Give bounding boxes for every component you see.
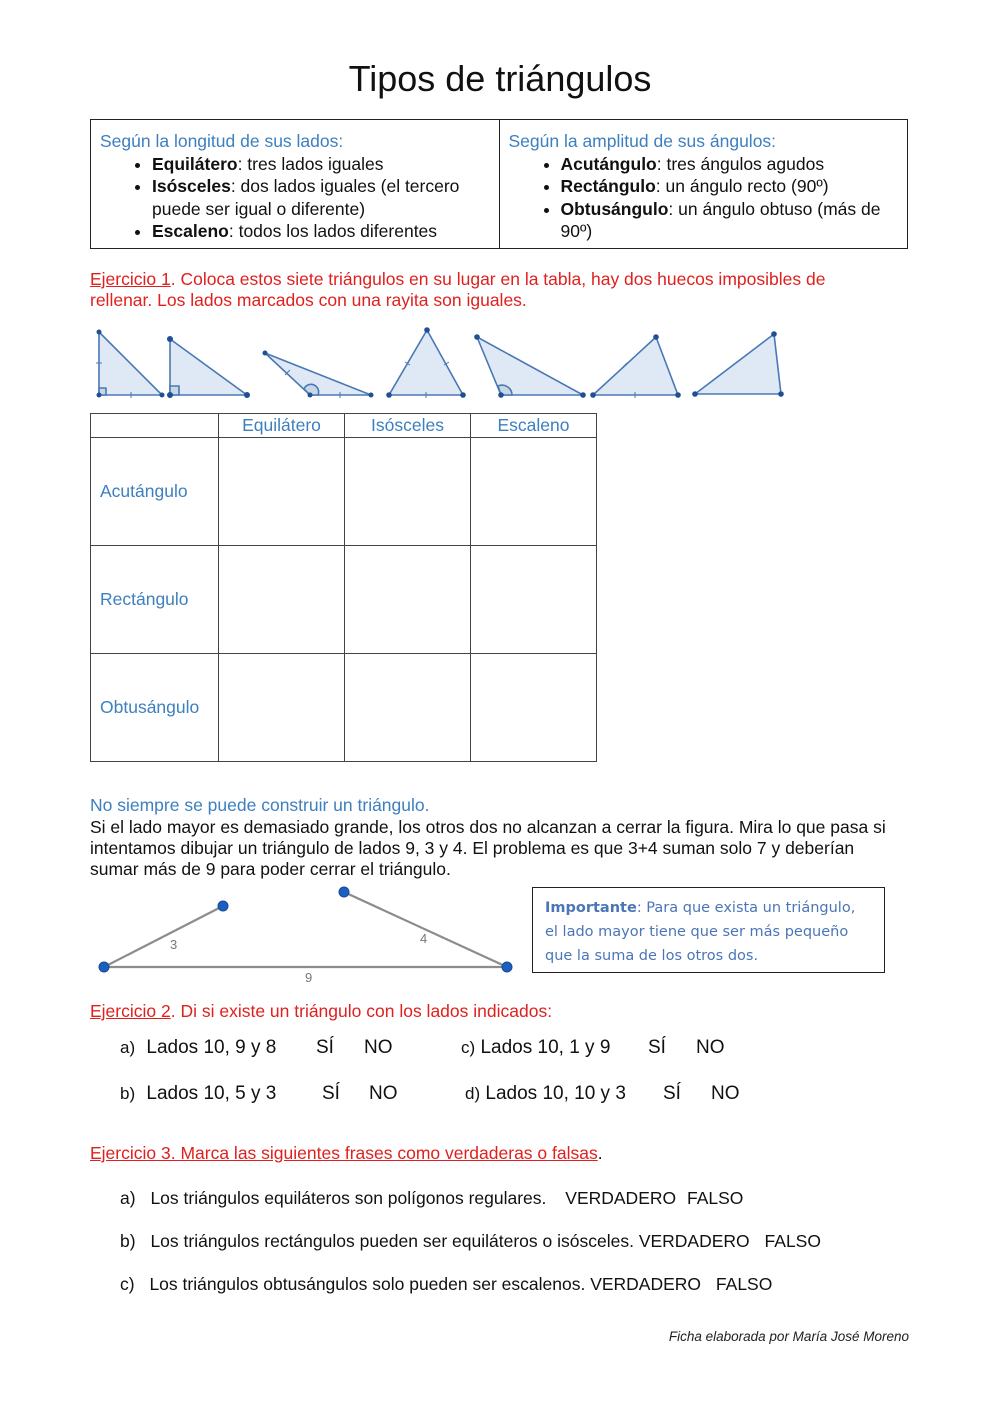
question-letter: b)	[120, 1084, 136, 1103]
important-text: : Para que exista un triángulo, el lado mayor tiene que ser más pequeño que la suma de los otros dos.	[545, 900, 856, 964]
answer-true-c[interactable]: VERDADERO	[590, 1274, 702, 1294]
question-letter: a)	[120, 1038, 136, 1057]
list-item	[561, 175, 899, 198]
answer-false-a[interactable]: FALSO	[687, 1188, 744, 1208]
obtuse-isosceles-triangle[interactable]	[263, 351, 374, 399]
angles-heading: Según la amplitud de sus ángulos:	[508, 131, 777, 151]
right-scalene-triangle[interactable]	[167, 336, 250, 398]
angles-list	[509, 153, 899, 243]
obtuse-scalene-triangle[interactable]	[474, 334, 586, 398]
term: Acutángulo	[560, 153, 657, 174]
drop-cell[interactable]	[471, 438, 597, 546]
table-row	[91, 546, 597, 654]
question-letter: d)	[465, 1084, 481, 1103]
row-header-obtusangulo: Obtusángulo	[91, 654, 219, 762]
exercise1-label: Ejercicio 1	[90, 269, 171, 289]
table-header-row	[91, 414, 597, 438]
list-item	[561, 153, 899, 176]
question-text: Lados 10, 9 y 8	[146, 1037, 277, 1058]
drop-cell[interactable]	[219, 654, 345, 762]
exercise3-period: .	[597, 1143, 603, 1163]
exercise2-label: Ejercicio 2	[90, 1001, 171, 1021]
drop-cell[interactable]	[219, 546, 345, 654]
side-label-9: 9	[305, 970, 313, 985]
side-label-3: 3	[170, 937, 178, 952]
statement-text: Los triángulos rectángulos pueden ser equiláteros o isósceles.	[150, 1231, 634, 1251]
term: Obtusángulo	[560, 198, 669, 219]
classification-box	[90, 119, 908, 249]
side-label-4: 4	[420, 931, 428, 946]
answer-yes-d[interactable]: SÍ	[663, 1083, 681, 1104]
exercise2-instructions	[90, 1001, 552, 1022]
statement-text: Los triángulos obtusángulos solo pueden ser escalenos.	[149, 1274, 586, 1294]
drop-cell[interactable]	[471, 546, 597, 654]
definition: : dos lados iguales (el tercero puede ser igual o diferente)	[152, 176, 460, 219]
list-item	[152, 153, 490, 176]
important-label: Importante	[545, 900, 637, 916]
answer-no-d[interactable]: NO	[711, 1083, 740, 1104]
question-b	[120, 1083, 276, 1105]
drop-cell[interactable]	[471, 654, 597, 762]
drop-cell[interactable]	[345, 438, 471, 546]
sides-list	[100, 153, 490, 243]
triangles-strip	[0, 320, 1000, 405]
impossible-triangle-diagram	[0, 880, 530, 990]
term: Isósceles	[152, 176, 231, 196]
exercise2-text: . Di si existe un triángulo con los lados indicados:	[170, 1001, 553, 1021]
definition: : un ángulo obtuso (más de 90º)	[560, 198, 881, 241]
page-title: Tipos de triángulos	[348, 58, 652, 99]
construction-explanation: Si el lado mayor es demasiado grande, los otros dos no alcanzan a cerrar la figura. Mira lo que pasa si intentamos dibujar un triángulo de lados 9, 3 y 4. El problema es que 3+4 suman solo 7 y deberían sumar más de 9 para poder cerrar el triángulo.	[90, 817, 886, 879]
definition: : tres ángulos agudos	[656, 153, 825, 174]
statement-letter: a)	[120, 1188, 136, 1208]
term: Rectángulo	[560, 176, 656, 196]
drop-cell[interactable]	[345, 654, 471, 762]
definition: : tres lados iguales	[237, 153, 384, 174]
statement-text: Los triángulos equiláteros son polígonos regulares.	[150, 1188, 547, 1208]
answer-yes-c[interactable]: SÍ	[648, 1037, 666, 1058]
statement-c	[120, 1274, 772, 1295]
drop-cell[interactable]	[345, 546, 471, 654]
acute-scalene-triangle[interactable]	[692, 331, 784, 397]
exercise1-text: . Coloca estos siete triángulos en su lugar en la tabla, hay dos huecos imposibles de rellenar. Los lados marcados con una rayita son iguales.	[90, 269, 826, 310]
statement-letter: b)	[120, 1231, 136, 1251]
question-text: Lados 10, 10 y 3	[485, 1083, 626, 1104]
list-item	[152, 220, 490, 243]
row-header-rectangulo: Rectángulo	[91, 546, 219, 654]
question-letter: c)	[461, 1038, 476, 1057]
statement-a	[120, 1188, 743, 1209]
right-isosceles-triangle[interactable]	[96, 330, 165, 399]
answer-no-a[interactable]: NO	[364, 1037, 393, 1058]
table-row	[91, 438, 597, 546]
equilateral-triangle[interactable]	[386, 327, 466, 398]
answer-yes-a[interactable]: SÍ	[316, 1037, 334, 1058]
answer-true-b[interactable]: VERDADERO	[638, 1231, 750, 1251]
statement-b	[120, 1231, 821, 1252]
answer-yes-b[interactable]: SÍ	[322, 1083, 340, 1104]
answer-no-c[interactable]: NO	[696, 1037, 725, 1058]
acute-isosceles-triangle[interactable]	[590, 334, 681, 398]
question-text: Lados 10, 5 y 3	[146, 1083, 277, 1104]
question-d	[465, 1083, 626, 1105]
table-row	[91, 654, 597, 762]
term: Escaleno	[152, 221, 229, 241]
question-a	[120, 1037, 276, 1059]
answer-false-c[interactable]: FALSO	[715, 1274, 773, 1294]
definition: : un ángulo recto (90º)	[655, 176, 829, 196]
exercise3-instructions	[90, 1143, 603, 1164]
question-text: Lados 10, 1 y 9	[480, 1037, 611, 1058]
important-note	[532, 887, 885, 973]
column-header-escaleno: Escaleno	[471, 414, 597, 438]
drop-cell[interactable]	[219, 438, 345, 546]
answer-true-a[interactable]: VERDADERO	[565, 1188, 677, 1208]
column-header-isosceles: Isósceles	[345, 414, 471, 438]
sides-classification	[91, 120, 499, 248]
column-header-equilatero: Equilátero	[219, 414, 345, 438]
statement-letter: c)	[120, 1274, 135, 1294]
row-header-acutangulo: Acutángulo	[91, 438, 219, 546]
exercise1-instructions	[90, 269, 890, 311]
exercise3-label: Ejercicio 3. Marca las siguientes frases como verdaderas o falsas	[90, 1143, 598, 1163]
corner-cell	[91, 414, 219, 438]
classification-table	[90, 413, 597, 762]
term: Equilátero	[152, 153, 238, 174]
answer-false-b[interactable]: FALSO	[764, 1231, 821, 1251]
sides-heading: Según la longitud de sus lados:	[100, 131, 344, 151]
angles-classification	[499, 120, 908, 248]
list-item	[152, 175, 490, 220]
answer-no-b[interactable]: NO	[369, 1083, 398, 1104]
author-credit: Ficha elaborada por María José Moreno	[668, 1329, 909, 1344]
definition: : todos los lados diferentes	[228, 221, 438, 241]
construction-heading: No siempre se puede construir un triángulo.	[90, 795, 430, 815]
question-c	[461, 1037, 610, 1059]
list-item	[561, 198, 899, 243]
